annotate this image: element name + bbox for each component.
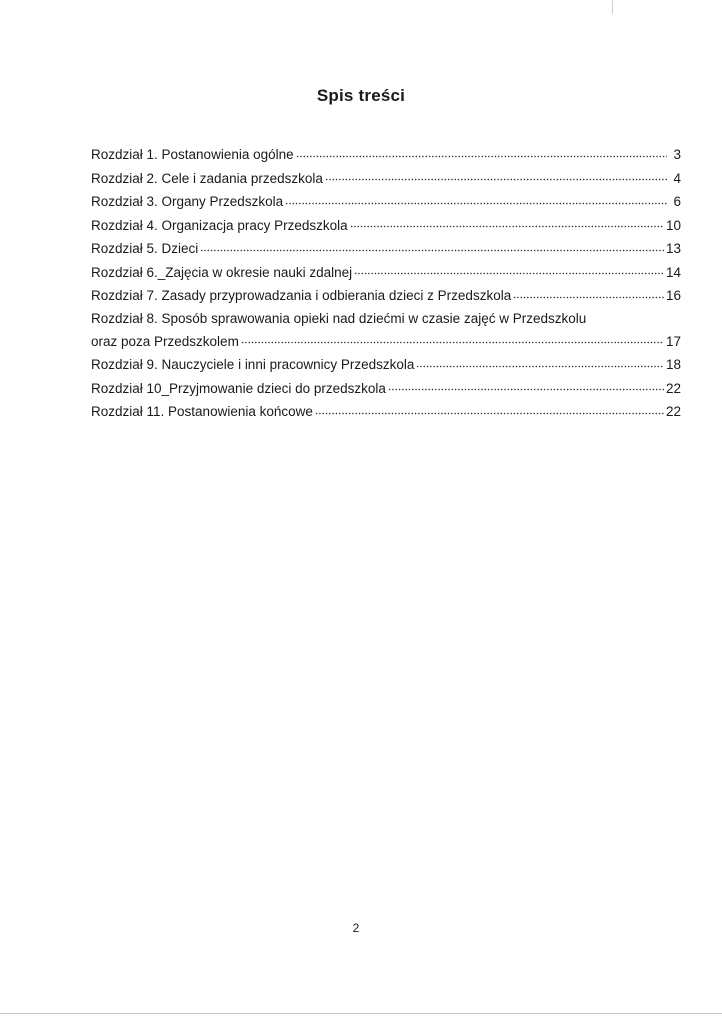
- toc-dot-leader: [388, 382, 664, 396]
- toc-entry-1[interactable]: [91, 143, 681, 167]
- toc-entry-page: 3: [673, 147, 681, 162]
- toc-entry-label: Rozdział 10_Przyjmowanie dzieci do przedszkola: [91, 380, 386, 396]
- toc-entry-page: 16: [665, 288, 681, 303]
- toc-entry-label: Rozdział 1. Postanowienia ogólne: [91, 147, 294, 162]
- toc-entry-label: Rozdział 3. Organy Przedszkola: [91, 194, 284, 209]
- toc-entry-page: 14: [665, 264, 681, 280]
- toc-entry-page: 22: [665, 404, 681, 419]
- toc-dot-leader: [350, 219, 664, 233]
- toc-entry-label-continued: oraz poza Przedszkolem: [91, 333, 239, 349]
- toc-entry-6[interactable]: [91, 261, 681, 285]
- toc-entry-label: Rozdział 7. Zasady przyprowadzania i odbierania dzieci z Przedszkola: [91, 288, 512, 303]
- toc-dot-leader: [354, 266, 664, 280]
- scan-edge-line: [0, 1013, 722, 1014]
- toc-dot-leader: [241, 335, 664, 349]
- toc-entry-label: Rozdział 9. Nauczyciele i inni pracownicy Przedszkola: [91, 357, 415, 372]
- toc-dot-leader: [325, 172, 667, 186]
- toc-entry-label: Rozdział 5. Dzieci: [91, 241, 199, 256]
- toc-dot-leader: [296, 149, 667, 163]
- toc-dot-leader: [513, 290, 664, 304]
- toc-entry-page: 4: [673, 170, 681, 186]
- toc-entry-page: 22: [665, 380, 681, 396]
- toc-entry-8-line-1[interactable]: [91, 308, 681, 330]
- toc-entry-label: Rozdział 4. Organizacja pracy Przedszkola: [91, 217, 348, 233]
- toc-entry-page: 10: [665, 217, 681, 233]
- toc-dot-leader: [285, 196, 667, 210]
- toc-dot-leader: [315, 406, 664, 420]
- toc-entry-label: Rozdział 2. Cele i zadania przedszkola: [91, 170, 323, 186]
- toc-entry-5[interactable]: [91, 237, 681, 261]
- toc-entry-page: 18: [665, 357, 681, 372]
- table-of-contents: [91, 143, 681, 424]
- toc-entry-3[interactable]: [91, 190, 681, 214]
- scan-mark: [612, 0, 613, 14]
- page-number: 2: [352, 921, 360, 935]
- toc-entry-2[interactable]: [91, 167, 681, 191]
- toc-entry-page: 17: [665, 333, 681, 349]
- toc-entry-label: Rozdział 11. Postanowienia końcowe: [91, 404, 313, 419]
- toc-entry-page: 13: [665, 241, 681, 256]
- toc-dot-leader: [416, 359, 664, 373]
- toc-dot-leader: [200, 243, 664, 257]
- toc-entry-7[interactable]: [91, 284, 681, 308]
- toc-entry-page: 6: [673, 194, 681, 209]
- toc-entry-10[interactable]: [91, 377, 681, 401]
- toc-entry-label: Rozdział 8. Sposób sprawowania opieki nad dziećmi w czasie zajęć w Przedszkolu: [91, 310, 587, 326]
- toc-entry-4[interactable]: [91, 214, 681, 238]
- page-title: Spis treści: [316, 86, 406, 105]
- toc-entry-11[interactable]: [91, 400, 681, 424]
- toc-entry-9[interactable]: [91, 353, 681, 377]
- toc-entry-8-line-2[interactable]: [91, 330, 681, 354]
- toc-entry-label: Rozdział 6._Zajęcia w okresie nauki zdalnej: [91, 264, 353, 280]
